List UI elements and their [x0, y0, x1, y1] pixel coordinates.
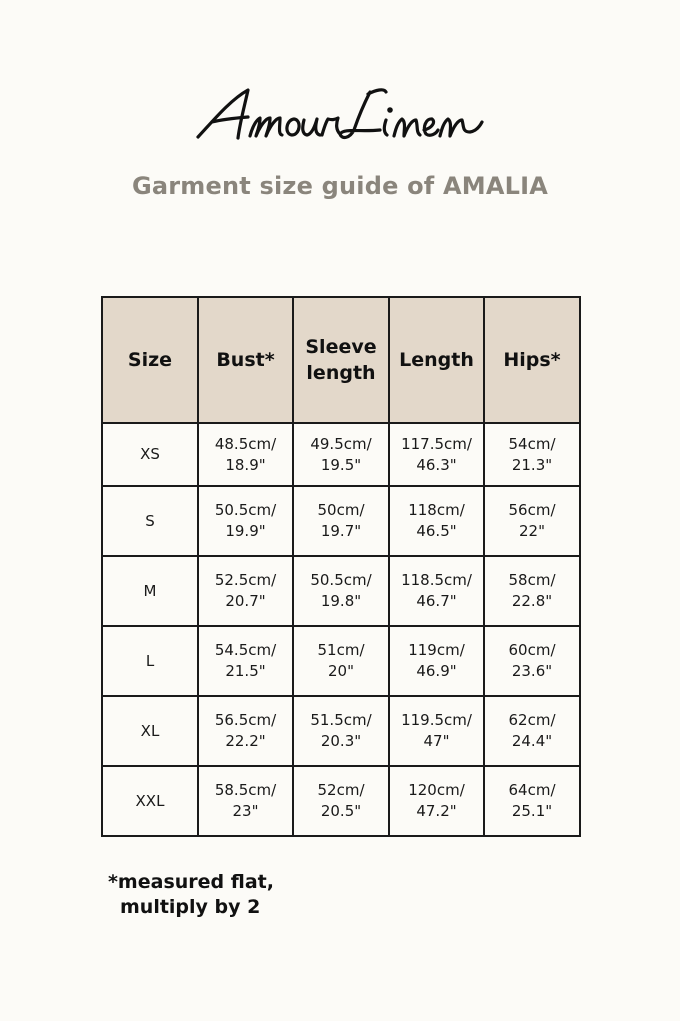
footnote-line-1: *measured flat,: [108, 871, 274, 893]
column-header-sleeve-length: Sleeve length: [293, 297, 389, 423]
column-header-length: Length: [389, 297, 484, 423]
hips-cell: 56cm/ 22": [484, 486, 580, 556]
length-cell: 119.5cm/ 47": [389, 696, 484, 766]
brand-logo-script: [190, 82, 490, 152]
length-cell: 118cm/ 46.5": [389, 486, 484, 556]
sleeve-cell: 52cm/ 20.5": [293, 766, 389, 836]
table-row: [102, 696, 580, 766]
table-row: [102, 766, 580, 836]
bust-cell: 56.5cm/ 22.2": [198, 696, 293, 766]
bust-cell: 52.5cm/ 20.7": [198, 556, 293, 626]
table-row: [102, 423, 580, 486]
hips-cell: 58cm/ 22.8": [484, 556, 580, 626]
sleeve-cell: 50cm/ 19.7": [293, 486, 389, 556]
size-cell: L: [102, 626, 198, 696]
length-cell: 117.5cm/ 46.3": [389, 423, 484, 486]
bust-cell: 50.5cm/ 19.9": [198, 486, 293, 556]
bust-cell: 54.5cm/ 21.5": [198, 626, 293, 696]
footnote-line-2: multiply by 2: [120, 896, 261, 918]
column-header-bust: Bust*: [198, 297, 293, 423]
column-header-size: Size: [102, 297, 198, 423]
length-cell: 120cm/ 47.2": [389, 766, 484, 836]
measurement-footnote: [108, 870, 274, 920]
size-cell: XXL: [102, 766, 198, 836]
brand-logo: [0, 82, 680, 152]
bust-cell: 58.5cm/ 23": [198, 766, 293, 836]
size-guide-table: [101, 296, 581, 837]
size-cell: XS: [102, 423, 198, 486]
table-header-row: [102, 297, 580, 423]
size-cell: XL: [102, 696, 198, 766]
sleeve-cell: 49.5cm/ 19.5": [293, 423, 389, 486]
sleeve-cell: 50.5cm/ 19.8": [293, 556, 389, 626]
hips-cell: 54cm/ 21.3": [484, 423, 580, 486]
table-row: [102, 626, 580, 696]
bust-cell: 48.5cm/ 18.9": [198, 423, 293, 486]
hips-cell: 60cm/ 23.6": [484, 626, 580, 696]
sleeve-cell: 51.5cm/ 20.3": [293, 696, 389, 766]
size-cell: M: [102, 556, 198, 626]
sleeve-cell: 51cm/ 20": [293, 626, 389, 696]
length-cell: 118.5cm/ 46.7": [389, 556, 484, 626]
hips-cell: 62cm/ 24.4": [484, 696, 580, 766]
size-cell: S: [102, 486, 198, 556]
hips-cell: 64cm/ 25.1": [484, 766, 580, 836]
table-row: [102, 486, 580, 556]
table-row: [102, 556, 580, 626]
length-cell: 119cm/ 46.9": [389, 626, 484, 696]
page-title: Garment size guide of AMALIA: [131, 172, 549, 200]
column-header-hips: Hips*: [484, 297, 580, 423]
